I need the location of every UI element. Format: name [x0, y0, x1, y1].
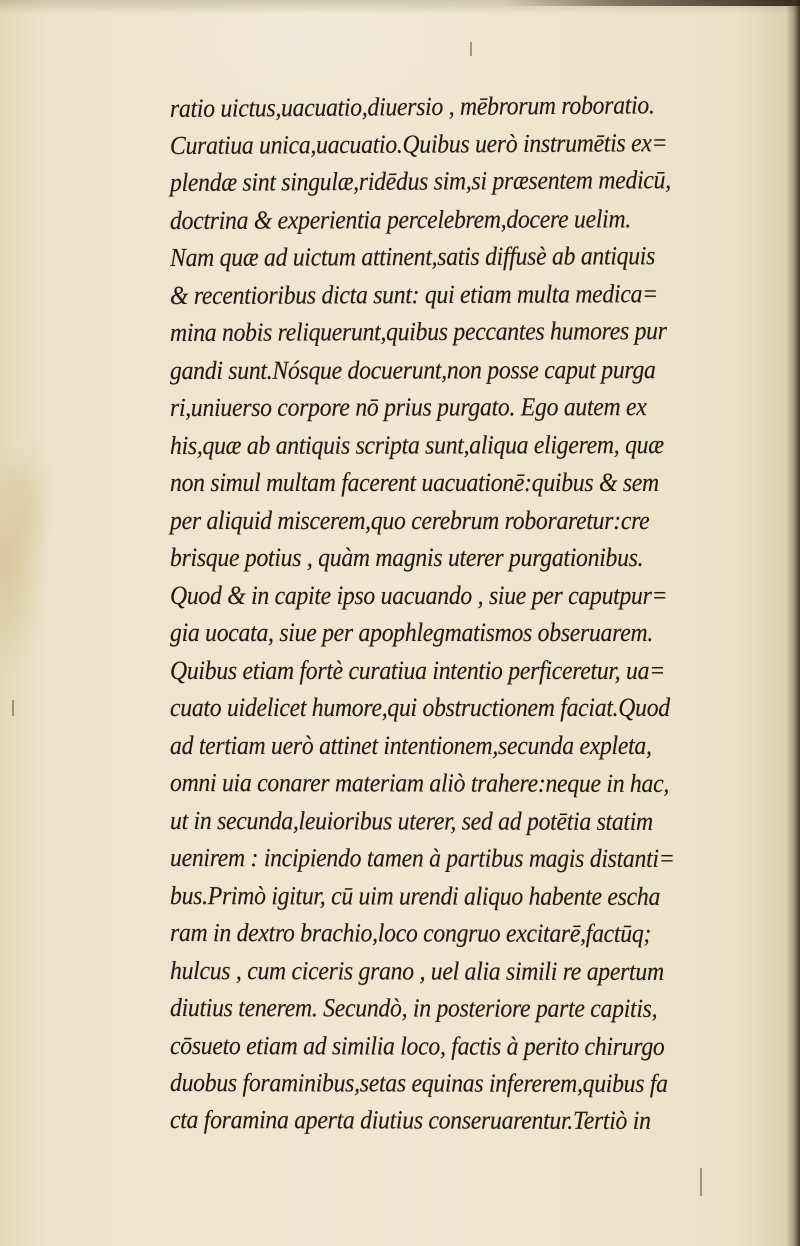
- margin-mark: [700, 1168, 702, 1196]
- text-line: non simul multam facerent uacuationē:quibus & sem: [170, 468, 659, 497]
- text-line: ad tertiam uerò attinet intentionem,secunda expleta,: [170, 731, 652, 760]
- text-line: brisque potius , quàm magnis uterer purgationibus.: [170, 543, 644, 572]
- text-line: duobus foraminibus,setas equinas infererem,quibus fa: [169, 1068, 668, 1098]
- text-line: ram in dextro brachio,loco congruo excitarē,factūq;: [169, 918, 652, 948]
- text-line: ri,uniuerso corpore nō prius purgato. Ego autem ex: [169, 392, 647, 422]
- text-line: ut in secunda,leuioribus uterer, sed ad potētia statim: [169, 806, 653, 836]
- text-line: cōsueto etiam ad similia loco, factis à perito chirurgo: [169, 1031, 665, 1061]
- text-line: & recentioribus dicta sunt: qui etiam multa medica=: [169, 279, 658, 310]
- text-line: his,quæ ab antiquis scripta sunt,aliqua eligerem, quæ: [169, 430, 664, 460]
- text-line: gandi sunt.Nósque docuerunt,non posse caput purga: [169, 355, 656, 385]
- page-top-edge: [500, 0, 800, 6]
- text-line: gia uocata, siue per apophlegmatismos obseruarem.: [170, 618, 653, 647]
- text-line: per aliquid miscerem,quo cerebrum roboraretur:cre: [170, 506, 650, 535]
- text-line: cuato uidelicet humore,qui obstructionem faciat.Quod: [170, 693, 670, 722]
- text-line: Quibus etiam fortè curatiua intentio perficeretur, ua=: [170, 656, 665, 685]
- text-line: ratio uictus,uacuatio,diuersio , mēbrorum roboratio.: [169, 90, 655, 123]
- text-line: doctrina & experientia percelebrem,docere uelim.: [169, 204, 632, 235]
- text-line: Nam quæ ad uictum attinent,satis diffusè ab antiquis: [169, 241, 656, 272]
- text-line: cta foramina aperta diutius conseruarentur.Tertiò in: [169, 1105, 651, 1135]
- text-line: uenirem : incipiendo tamen à partibus magis distanti=: [169, 843, 675, 873]
- text-line: Quod & in capite ipso uacuando , siue per caputpur=: [170, 581, 668, 610]
- text-line: Curatiua unica,uacuatio.Quibus uerò instrumētis ex=: [169, 128, 668, 160]
- margin-mark: [12, 700, 14, 716]
- page-binding-edge: [786, 0, 800, 1246]
- text-line: omni uia conarer materiam aliò trahere:neque in hac,: [169, 768, 670, 798]
- text-line: bus.Primò igitur, cū uim urendi aliquo habente escha: [169, 881, 661, 911]
- margin-mark: [470, 42, 472, 56]
- text-line: hulcus , cum ciceris grano , uel alia simili re apertum: [169, 956, 664, 986]
- text-line: plendæ sint singulæ,ridēdus sim,si præsentem medicū,: [169, 165, 671, 197]
- text-line: diutius tenerem. Secundò, in posteriore parte capitis,: [169, 993, 658, 1023]
- text-line: mina nobis reliquerunt,quibus peccantes humores pur: [169, 316, 667, 347]
